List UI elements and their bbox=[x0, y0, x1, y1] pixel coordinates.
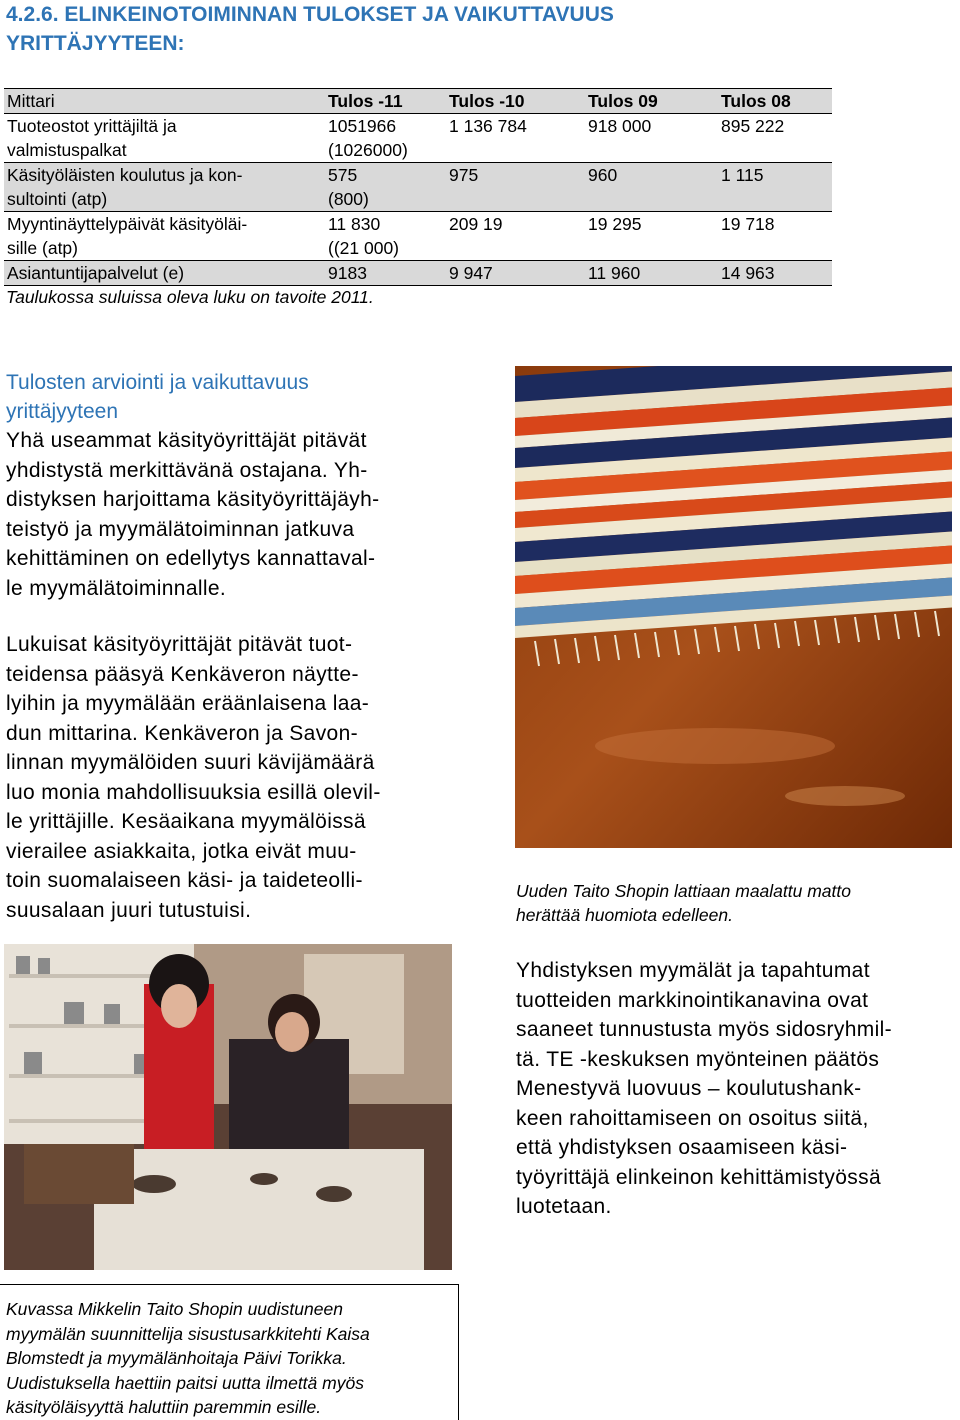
text-line: työyrittäjä elinkeinon kehittämistyössä bbox=[516, 1165, 881, 1189]
cell-text: (1026000) bbox=[328, 140, 408, 160]
text-line: vierailee asiakkaita, jotka eivät muu- bbox=[6, 839, 357, 863]
text-line: Lukuisat käsityöyrittäjät pitävät tuot- bbox=[6, 633, 353, 656]
text-line: Menestyvä luovuus – koulutushank- bbox=[516, 1077, 862, 1100]
header-cell: Tulos -10 bbox=[446, 89, 585, 114]
cell-text: Myyntinäyttelypäivät käsityöläi- bbox=[7, 214, 248, 234]
table-cell bbox=[4, 114, 325, 163]
caption-line: Kuvassa Mikkelin Taito Shopin uudistuneen bbox=[6, 1299, 343, 1319]
table-cell bbox=[4, 163, 325, 212]
text-line: dun mittarina. Kenkäveron ja Savon- bbox=[6, 721, 358, 745]
text-line: luo monia mahdollisuuksia esillä olevil- bbox=[6, 780, 381, 804]
table-cell: 9 947 bbox=[446, 261, 585, 286]
table-cell: 19 295 bbox=[585, 212, 718, 261]
table-cell: 19 718 bbox=[718, 212, 832, 261]
table-cell: 975 bbox=[446, 163, 585, 212]
painted-rug-illustration bbox=[515, 366, 952, 848]
table-header-row bbox=[4, 89, 832, 114]
table-cell: 1 136 784 bbox=[446, 114, 585, 163]
text-line: linnan myymälöiden suuri kävijämäärä bbox=[6, 751, 375, 774]
heading-line-1: 4.2.6. ELINKEINOTOIMINNAN TULOKSET JA VAIKUTTAVUUS bbox=[6, 3, 614, 26]
header-cell: Tulos -11 bbox=[325, 89, 446, 114]
table-cell bbox=[4, 212, 325, 261]
paragraph-3 bbox=[516, 956, 958, 1222]
table-cell bbox=[325, 114, 446, 163]
table-row bbox=[4, 261, 832, 286]
paragraph-1 bbox=[6, 426, 461, 603]
caption-line: Blomstedt ja myymälänhoitaja Päivi Torikka. bbox=[6, 1348, 347, 1368]
subsection-title bbox=[6, 368, 426, 426]
header-cell: Tulos 09 bbox=[585, 89, 718, 114]
text-line: tuotteiden markkinointikanavina ovat bbox=[516, 988, 869, 1012]
caption-line: Uuden Taito Shopin lattiaan maalattu matto bbox=[516, 881, 851, 901]
text-line: saaneet tunnustusta myös sidosryhmil- bbox=[516, 1018, 892, 1041]
text-line: teidensa pääsyä Kenkäveron näytte- bbox=[6, 662, 359, 686]
table-cell: 9183 bbox=[325, 261, 446, 286]
text-line: le yrittäjille. Kesäaikana myymälöissä bbox=[6, 810, 366, 833]
caption-line: herättää huomiota edelleen. bbox=[516, 905, 733, 925]
section-heading bbox=[6, 0, 956, 58]
table-cell: 11 960 bbox=[585, 261, 718, 286]
cell-text: 11 830 bbox=[328, 214, 381, 234]
caption-line: Uudistuksella haettiin paitsi uutta ilmettä myös bbox=[6, 1372, 364, 1393]
table-cell: 14 963 bbox=[718, 261, 832, 286]
cell-text: Käsityöläisten koulutus ja kon- bbox=[7, 165, 243, 185]
text-line: lyihin ja myymälään eräänlaisena laa- bbox=[6, 692, 370, 715]
caption-line: käsityöläisyyttä haluttiin paremmin esille. bbox=[6, 1397, 322, 1417]
cell-text: 575 bbox=[328, 165, 358, 185]
text-line: yhdistystä merkittävänä ostajana. Yh- bbox=[6, 458, 368, 482]
text-line: distyksen harjoittama käsityöyrittäjäyh- bbox=[6, 488, 380, 511]
header-cell: Mittari bbox=[4, 89, 325, 114]
text-line: suusalaan juuri tutustuisi. bbox=[6, 898, 252, 922]
cell-text: (800) bbox=[328, 189, 369, 209]
text-line: Yhä useammat käsityöyrittäjät pitävät bbox=[6, 429, 367, 452]
table-row bbox=[4, 212, 832, 261]
table-cell bbox=[325, 212, 446, 261]
table-cell: 960 bbox=[585, 163, 718, 212]
subsection-title-line-2: yrittäjyyteen bbox=[6, 400, 119, 423]
heading-line-2: YRITTÄJYYTEEN: bbox=[6, 32, 185, 55]
text-line: Yhdistyksen myymälät ja tapahtumat bbox=[516, 959, 870, 982]
cell-text: Tuoteostot yrittäjiltä ja bbox=[7, 116, 177, 136]
paragraph-2 bbox=[6, 630, 461, 925]
header-cell: Tulos 08 bbox=[718, 89, 832, 114]
text-line: le myymälätoiminnalle. bbox=[6, 576, 227, 600]
cell-text: 1051966 bbox=[328, 116, 397, 136]
table-cell: 895 222 bbox=[718, 114, 832, 163]
table-cell bbox=[325, 163, 446, 212]
text-line: luotetaan. bbox=[516, 1195, 612, 1218]
cell-text: ((21 000) bbox=[328, 238, 400, 258]
table-cell: Asiantuntijapalvelut (e) bbox=[4, 261, 325, 286]
subsection-title-line-1: Tulosten arviointi ja vaikuttavuus bbox=[6, 371, 309, 394]
photo-1-caption bbox=[516, 879, 946, 927]
table-cell: 1 115 bbox=[718, 163, 832, 212]
text-line: tä. TE -keskuksen myönteinen päätös bbox=[516, 1047, 880, 1071]
table-row bbox=[4, 114, 832, 163]
cell-text: sultointi (atp) bbox=[7, 189, 108, 209]
painted-rug-photo bbox=[515, 366, 952, 848]
table-note: Taulukossa suluissa oleva luku on tavoite 2011. bbox=[6, 287, 374, 307]
shop-interior-photo bbox=[4, 944, 452, 1270]
text-line: keen rahoittamiseen on osoitus siitä, bbox=[516, 1106, 869, 1130]
shop-interior-illustration bbox=[4, 944, 452, 1270]
table-cell: 209 19 bbox=[446, 212, 585, 261]
cell-text: sille (atp) bbox=[7, 238, 78, 258]
text-line: teistyö ja myymälätoiminnan jatkuva bbox=[6, 517, 355, 541]
text-line: kehittäminen on edellytys kannattaval- bbox=[6, 547, 376, 570]
photo-2-caption bbox=[6, 1297, 446, 1420]
text-line: toin suomalaiseen käsi- ja taideteolli- bbox=[6, 869, 363, 892]
table-row bbox=[4, 163, 832, 212]
results-table bbox=[4, 88, 832, 286]
cell-text: valmistuspalkat bbox=[7, 140, 127, 160]
table-cell: 918 000 bbox=[585, 114, 718, 163]
text-line: että yhdistyksen osaamiseen käsi- bbox=[516, 1136, 848, 1159]
caption-line: myymälän suunnittelija sisustusarkkitehti Kaisa bbox=[6, 1323, 370, 1344]
